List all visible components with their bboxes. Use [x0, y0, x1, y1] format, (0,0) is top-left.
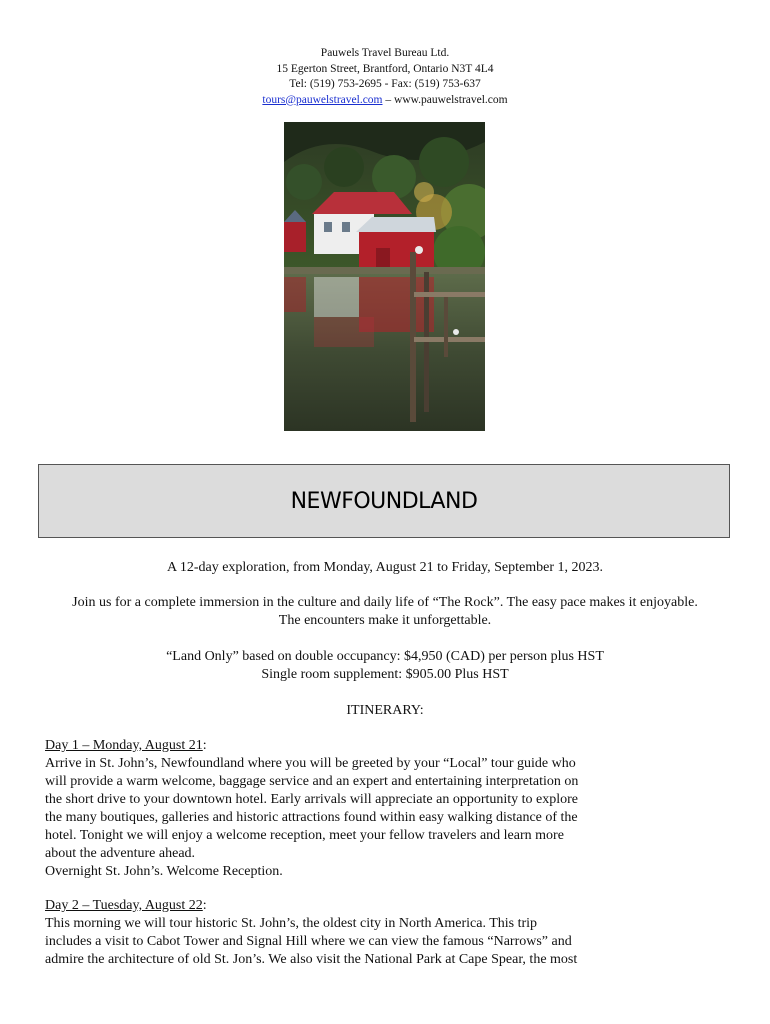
tour-title: NEWFOUNDLAND	[290, 488, 478, 514]
itinerary-heading: ITINERARY:	[346, 703, 424, 718]
day-line: the short drive to your downtown hotel. Early arrivals will appreciate an opportunity to explore	[45, 792, 579, 807]
day-line: includes a visit to Cabot Tower and Signal Hill where we can view the famous “Narrows” and	[45, 934, 572, 949]
day-title: Day 1 – Monday, August 21:	[45, 738, 207, 753]
day-line: admire the architecture of old St. Jon’s. We also visit the National Park at Cape Spear, the most	[45, 952, 578, 967]
day-1-section	[45, 737, 645, 881]
letterhead	[0, 46, 770, 108]
tour-dates: A 12-day exploration, from Monday, August 21 to Friday, September 1, 2023.	[166, 560, 604, 575]
day-2-section	[45, 897, 645, 969]
day-title: Day 2 – Tuesday, August 22:	[45, 898, 207, 913]
website-text: – www.pauwelstravel.com	[382, 93, 508, 106]
day-line: the many boutiques, galleries and historic attractions found within easy walking distance of the	[45, 810, 578, 825]
intro-line: Join us for a complete immersion in the culture and daily life of “The Rock”. The easy pace makes it enjoyable.	[72, 595, 698, 610]
title-banner	[38, 464, 730, 538]
company-contact	[0, 93, 770, 109]
day-line: will provide a warm welcome, baggage service and an expert and entertaining interpretation on	[45, 774, 579, 789]
land-only-price: “Land Only” based on double occupancy: $4,950 (CAD) per person plus HST	[166, 649, 604, 664]
pricing-block	[0, 648, 770, 684]
day-line: about the adventure ahead.	[45, 846, 196, 861]
intro-paragraph	[0, 594, 770, 630]
company-phone: Tel: (519) 753-2695 - Fax: (519) 753-637	[289, 78, 481, 90]
day-line: This morning we will tour historic St. John’s, the oldest city in North America. This trip	[45, 916, 538, 931]
single-supplement: Single room supplement: $905.00 Plus HST	[261, 667, 509, 682]
company-address: 15 Egerton Street, Brantford, Ontario N3T 4L4	[276, 62, 494, 75]
day-line: Overnight St. John’s. Welcome Reception.	[45, 864, 283, 879]
day-line: hotel. Tonight we will enjoy a welcome reception, meet your fellow travelers and learn more	[45, 828, 564, 843]
company-name: Pauwels Travel Bureau Ltd.	[320, 47, 450, 59]
email-link[interactable]: tours@pauwelstravel.com	[262, 93, 383, 106]
day-line: Arrive in St. John’s, Newfoundland where you will be greeted by your “Local” tour guide who	[45, 756, 576, 771]
harbour-photo	[284, 122, 485, 431]
intro-line: The encounters make it unforgettable.	[278, 613, 492, 628]
